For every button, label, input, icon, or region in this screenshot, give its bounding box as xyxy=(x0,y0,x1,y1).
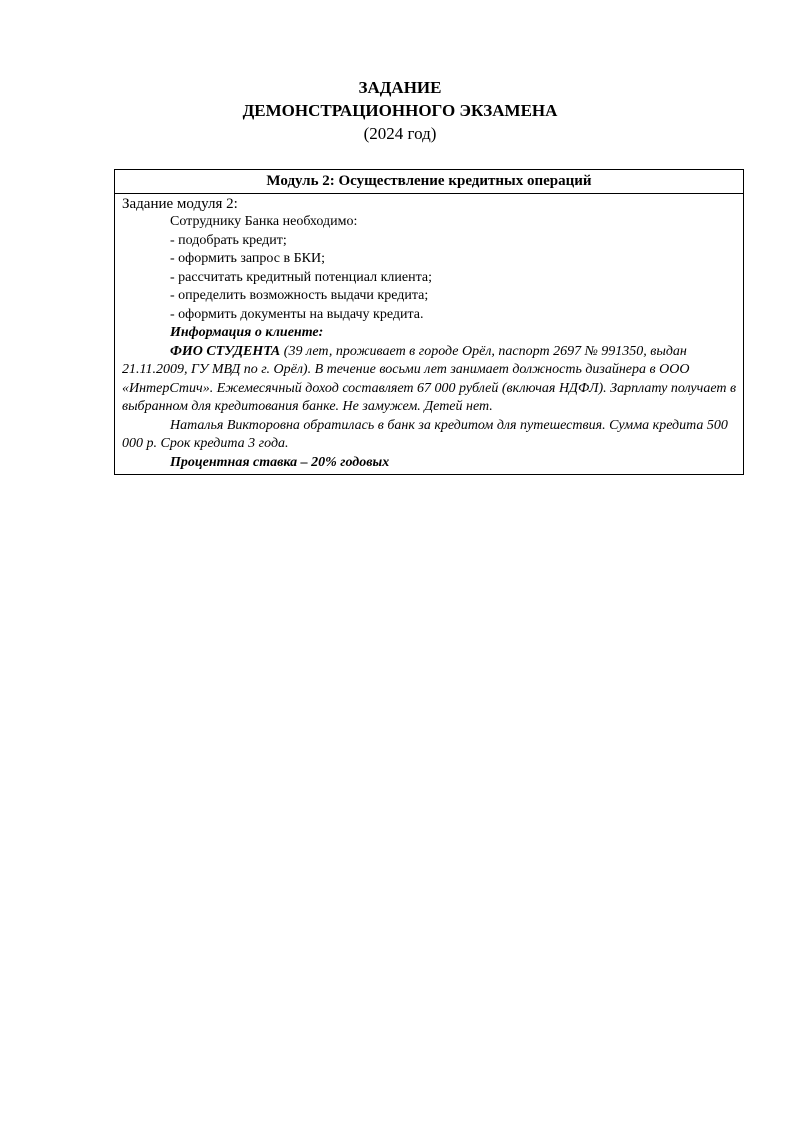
header-year: (2024 год) xyxy=(363,124,437,143)
header-subtitle: ДЕМОНСТРАЦИОННОГО ЭКЗАМЕНА xyxy=(242,101,558,120)
task-item: - определить возможность выдачи кредита; xyxy=(170,288,429,303)
header-title: ЗАДАНИЕ xyxy=(358,78,442,97)
task-intro: Сотруднику Банка необходимо: xyxy=(170,214,358,229)
client-info-paragraph xyxy=(122,343,737,417)
client-info-heading: Информация о клиенте: xyxy=(170,325,324,340)
module-table xyxy=(114,169,744,475)
client-name: ФИО СТУДЕНТА xyxy=(170,343,281,359)
task-item: - подобрать кредит; xyxy=(170,232,287,248)
task-item: - оформить запрос в БКИ; xyxy=(170,251,325,266)
client-description: (39 лет, проживает в городе Орёл, паспорт 2697 № 991350, выдан 21.11.2009, ГУ МВД по г. Орёл). В течение восьми лет занимает должность дизайнера в ООО «ИнтерСтич». Ежемесячный доход составляет 67 000 рублей (включая НДФЛ). Зарплату получает в выбранном для кредитования банке. Не замужем. Детей нет. xyxy=(122,343,737,414)
task-item: - оформить документы на выдачу кредита. xyxy=(170,306,424,322)
document-header xyxy=(0,76,800,145)
loan-request-paragraph: Наталья Викторовна обратилась в банк за кредитом для путешествия. Сумма кредита 500 000 р. Срок кредита 3 года. xyxy=(122,417,728,451)
module-title: Модуль 2: Осуществление кредитных операций xyxy=(115,170,743,194)
module-content xyxy=(115,194,743,474)
interest-rate: Процентная ставка – 20% годовых xyxy=(170,454,390,470)
task-label: Задание модуля 2: xyxy=(122,196,238,212)
task-item: - рассчитать кредитный потенциал клиента; xyxy=(170,269,432,285)
